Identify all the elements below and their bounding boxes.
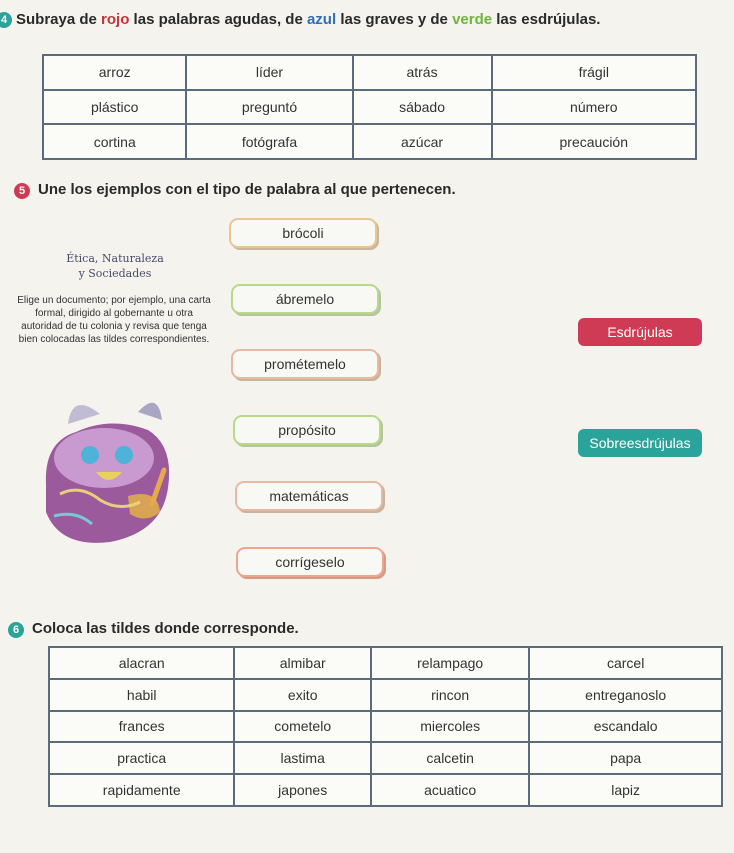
example-pill-matematicas[interactable]: matemáticas: [235, 481, 383, 511]
example-pill-brocoli[interactable]: brócoli: [229, 218, 377, 248]
table-cell[interactable]: carcel: [529, 647, 722, 679]
alebrije-eye-right: [115, 446, 133, 464]
table-row: [49, 774, 722, 806]
table-cell[interactable]: cometelo: [234, 711, 371, 743]
table-cell[interactable]: acuatico: [371, 774, 529, 806]
table-row: [49, 711, 722, 743]
table-cell[interactable]: japones: [234, 774, 371, 806]
example-pill-corrigeselo[interactable]: corrígeselo: [236, 547, 384, 577]
table-cell[interactable]: atrás: [353, 55, 492, 90]
table-cell[interactable]: cortina: [43, 124, 186, 159]
alebrije-ear-left: [68, 405, 100, 424]
table-cell[interactable]: rincon: [371, 679, 529, 711]
example-pill-proposito[interactable]: propósito: [233, 415, 381, 445]
exercise-6-instruction: Coloca las tildes donde corresponde.: [32, 620, 299, 637]
sidebar-title-line1: Ética, Naturaleza: [66, 252, 164, 265]
table-cell[interactable]: alacran: [49, 647, 234, 679]
sidebar-text: Elige un documento; por ejemplo, una carta formal, dirigido al gobernante u otra autoridad de tu colonia y revisa que tenga bien colocadas las tildes correspondientes.: [17, 295, 211, 345]
instruction-text-b: las palabras agudas, de: [129, 11, 307, 28]
instruction-text-a: Subraya de: [16, 11, 102, 28]
table-cell[interactable]: plástico: [43, 90, 186, 125]
table-row: [49, 647, 722, 679]
table-cell[interactable]: escandalo: [529, 711, 722, 743]
type-tag-sobreesdrujulas[interactable]: Sobreesdrújulas: [578, 429, 702, 457]
alebrije-illustration: [40, 392, 200, 557]
type-tag-esdrujulas[interactable]: Esdrújulas: [578, 318, 702, 346]
word-blue: azul: [306, 11, 337, 28]
table-cell[interactable]: frágil: [492, 55, 696, 90]
table-cell[interactable]: sábado: [353, 90, 492, 125]
table-cell[interactable]: relampago: [371, 647, 529, 679]
table-cell[interactable]: azúcar: [353, 124, 492, 159]
table-cell[interactable]: arroz: [43, 55, 186, 90]
example-pill-prometemelo[interactable]: prométemelo: [231, 349, 379, 379]
exercise-5-instruction: Une los ejemplos con el tipo de palabra al que pertenecen.: [38, 181, 456, 198]
exercise-5-number-badge: 5: [14, 183, 30, 199]
instruction-text-d: las esdrújulas.: [492, 11, 601, 28]
table-cell[interactable]: rapidamente: [49, 774, 234, 806]
table-cell[interactable]: habil: [49, 679, 234, 711]
table-cell[interactable]: fotógrafa: [186, 124, 352, 159]
table-row: [43, 90, 696, 125]
table-cell[interactable]: lapiz: [529, 774, 722, 806]
table-cell[interactable]: practica: [49, 742, 234, 774]
table-cell[interactable]: exito: [234, 679, 371, 711]
word-green: verde: [452, 11, 493, 28]
table-cell[interactable]: papa: [529, 742, 722, 774]
exercise-4-word-table: [42, 54, 697, 160]
table-row: [43, 124, 696, 159]
table-cell[interactable]: miercoles: [371, 711, 529, 743]
example-pill-abremelo[interactable]: ábremelo: [231, 284, 379, 314]
table-cell[interactable]: calcetin: [371, 742, 529, 774]
table-row: [49, 742, 722, 774]
exercise-4-instruction: [16, 11, 600, 28]
table-cell[interactable]: número: [492, 90, 696, 125]
alebrije-eye-left: [81, 446, 99, 464]
table-row: [49, 679, 722, 711]
table-row: [43, 55, 696, 90]
sidebar-title: [30, 251, 200, 281]
instruction-text-c: las graves y de: [336, 11, 453, 28]
exercise-6-word-table: [48, 646, 723, 807]
alebrije-ear-right: [138, 403, 162, 420]
sidebar-title-line2: y Sociedades: [78, 267, 152, 280]
table-cell[interactable]: lastima: [234, 742, 371, 774]
exercise-4-number-badge: 4: [0, 12, 12, 28]
table-cell[interactable]: entreganoslo: [529, 679, 722, 711]
table-cell[interactable]: almibar: [234, 647, 371, 679]
word-red: rojo: [101, 11, 130, 28]
exercise-6-number-badge: 6: [8, 622, 24, 638]
table-cell[interactable]: preguntó: [186, 90, 352, 125]
table-cell[interactable]: líder: [186, 55, 352, 90]
table-cell[interactable]: frances: [49, 711, 234, 743]
table-cell[interactable]: precaución: [492, 124, 696, 159]
